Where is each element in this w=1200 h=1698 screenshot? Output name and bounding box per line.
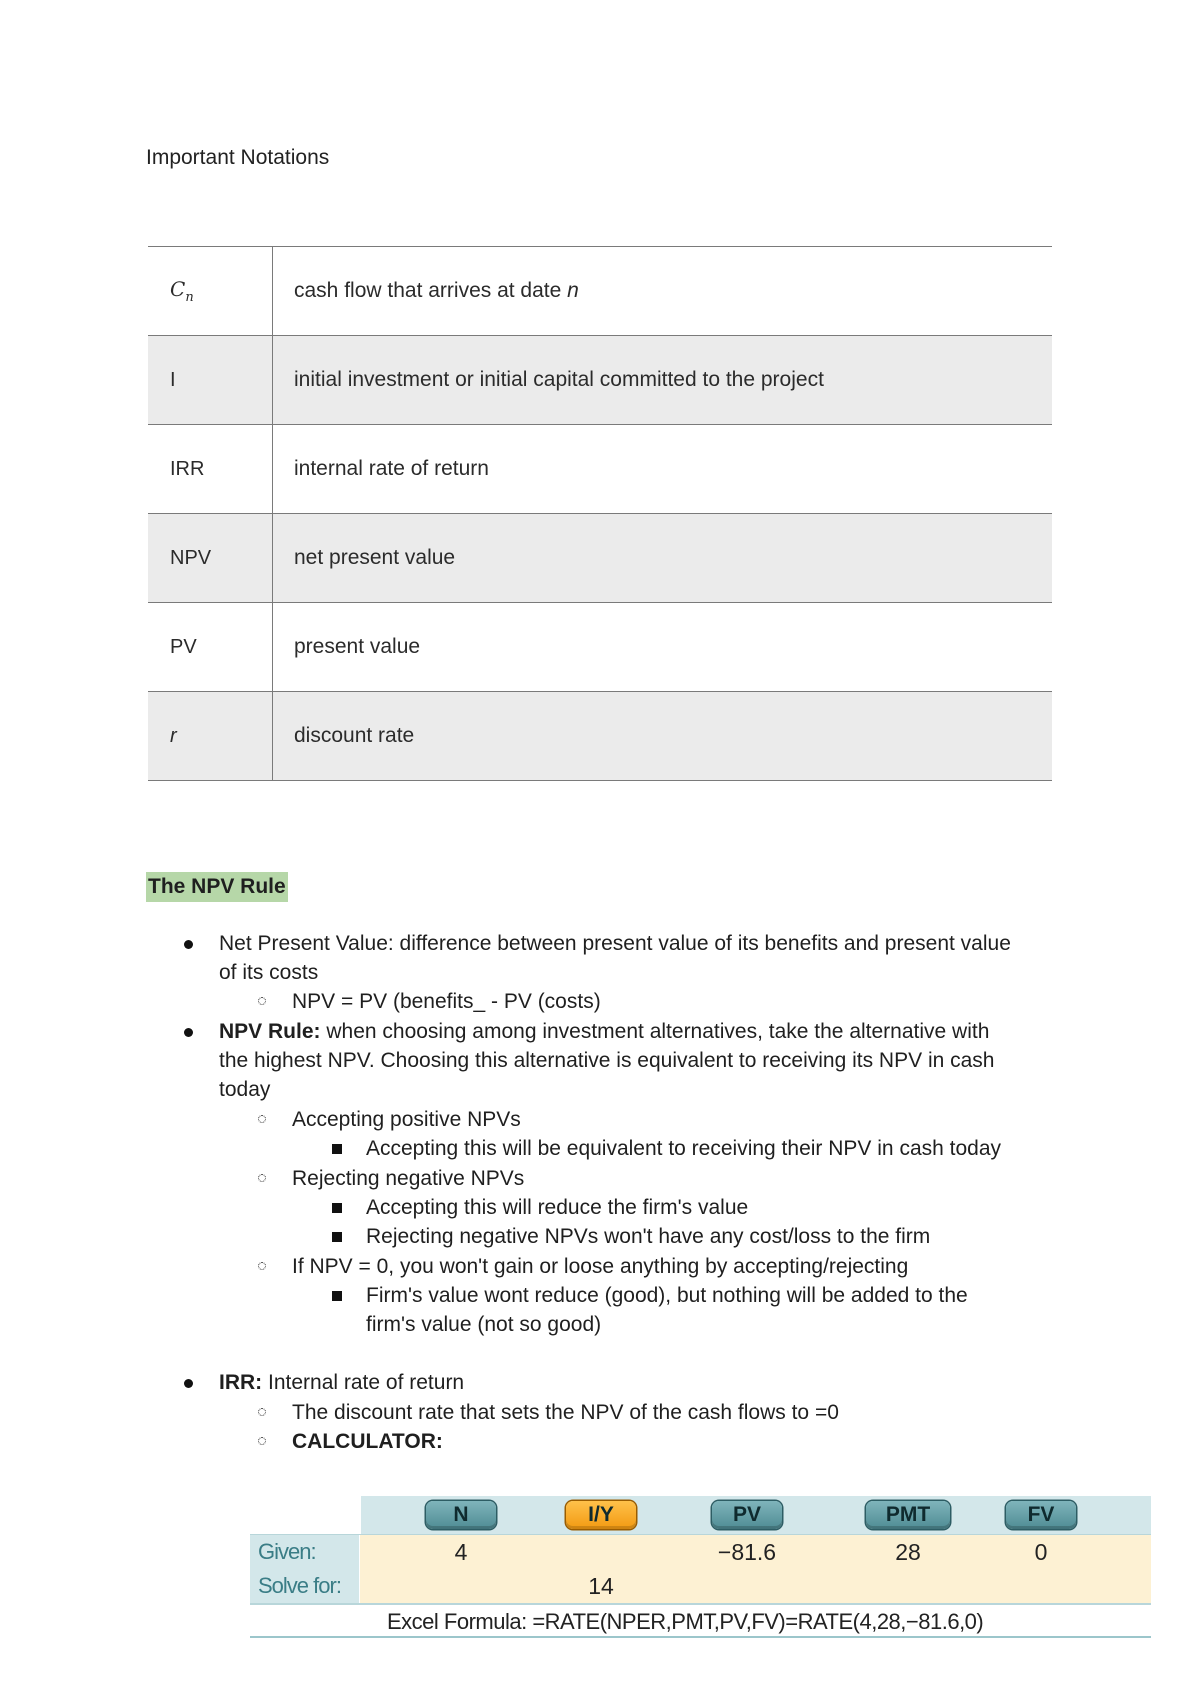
calc-key-pmt: PMT: [866, 1501, 950, 1529]
sub-bullet-text: The discount rate that sets the NPV of the cash flows to =0: [292, 1401, 839, 1424]
bullet-icon: [184, 1379, 193, 1388]
calc-key-fv: FV: [1006, 1501, 1076, 1529]
sub-sub-bullet-text: Rejecting negative NPVs won't have any cost/loss to the firm: [366, 1225, 931, 1248]
given-pv: −81.6: [717, 1539, 777, 1565]
calculator-given-row: [250, 1534, 1151, 1570]
given-fv: 0: [1034, 1539, 1048, 1565]
given-n: 4: [454, 1539, 468, 1565]
bullet-text: today: [219, 1078, 271, 1101]
square-bullet-icon: [332, 1203, 342, 1213]
calc-key-pv: PV: [712, 1501, 782, 1529]
bullet-text: IRR: Internal rate of return: [219, 1371, 465, 1394]
bullet-text: Net Present Value: difference between present value of its benefits and present value: [219, 932, 1011, 955]
npv-rule-heading: The NPV Rule: [146, 872, 288, 902]
sub-bullet-icon: [258, 1408, 266, 1416]
bullet-text: the highest NPV. Choosing this alternative is equivalent to receiving its NPV in cash: [219, 1049, 995, 1072]
sub-sub-bullet-text: Firm's value wont reduce (good), but nothing will be added to the: [366, 1284, 968, 1307]
sub-bullet-text: NPV = PV (benefits_ - PV (costs): [292, 990, 601, 1013]
given-label: Given:: [250, 1535, 360, 1569]
sub-sub-bullet-text: Accepting this will be equivalent to receiving their NPV in cash today: [366, 1137, 1002, 1160]
calc-key-iy: I/Y: [566, 1501, 636, 1529]
notation-description: present value: [273, 603, 1053, 692]
notation-symbol: I: [148, 336, 273, 425]
bullet-icon: [184, 940, 193, 949]
notation-symbol: r: [148, 692, 273, 781]
notation-symbol: IRR: [148, 425, 273, 514]
solve-iy: 14: [588, 1573, 614, 1599]
sub-bullet-icon: [258, 997, 266, 1005]
excel-formula: Excel Formula: =RATE(NPER,PMT,PV,FV)=RATE(4,28,−81.6,0): [250, 1604, 1151, 1638]
notation-description: internal rate of return: [273, 425, 1053, 514]
bullet-text: of its costs: [219, 961, 319, 984]
notation-symbol: PV: [148, 603, 273, 692]
sub-bullet-text: If NPV = 0, you won't gain or loose anything by accepting/rejecting: [292, 1255, 909, 1278]
notation-symbol: $C_n$: [148, 247, 273, 336]
calculator-solve-row: [250, 1569, 1151, 1604]
solve-label: Solve for:: [250, 1569, 360, 1603]
square-bullet-icon: [332, 1144, 342, 1154]
square-bullet-icon: [332, 1291, 342, 1301]
sub-bullet-text: CALCULATOR:: [292, 1430, 443, 1453]
given-pmt: 28: [895, 1539, 921, 1565]
bullet-text: NPV Rule: when choosing among investment alternatives, take the alternative with: [219, 1020, 990, 1043]
notation-description: initial investment or initial capital committed to the project: [273, 336, 1053, 425]
sub-sub-bullet-text: Accepting this will reduce the firm's value: [366, 1196, 749, 1219]
table-row: [148, 247, 1052, 336]
notation-description: cash flow that arrives at date n: [273, 247, 1053, 336]
notation-symbol: NPV: [148, 514, 273, 603]
notation-description: net present value: [273, 514, 1053, 603]
sub-bullet-icon: [258, 1437, 266, 1445]
bullet-icon: [184, 1028, 193, 1037]
square-bullet-icon: [332, 1232, 342, 1242]
notation-description: discount rate: [273, 692, 1053, 781]
sub-bullet-text: Rejecting negative NPVs: [292, 1167, 525, 1190]
calculator-figure: [250, 1496, 1151, 1638]
table-row: [148, 692, 1052, 781]
table-row: [148, 514, 1052, 603]
sub-bullet-icon: [258, 1174, 266, 1182]
page-title: Important Notations: [146, 146, 330, 169]
table-row: [148, 603, 1052, 692]
sub-bullet-icon: [258, 1115, 266, 1123]
sub-bullet-text: Accepting positive NPVs: [292, 1108, 521, 1131]
table-row: [148, 425, 1052, 514]
table-row: [148, 336, 1052, 425]
sub-bullet-icon: [258, 1262, 266, 1270]
sub-sub-bullet-text: firm's value (not so good): [366, 1313, 602, 1336]
notations-table: [148, 246, 1052, 781]
calc-key-n: N: [426, 1501, 496, 1529]
